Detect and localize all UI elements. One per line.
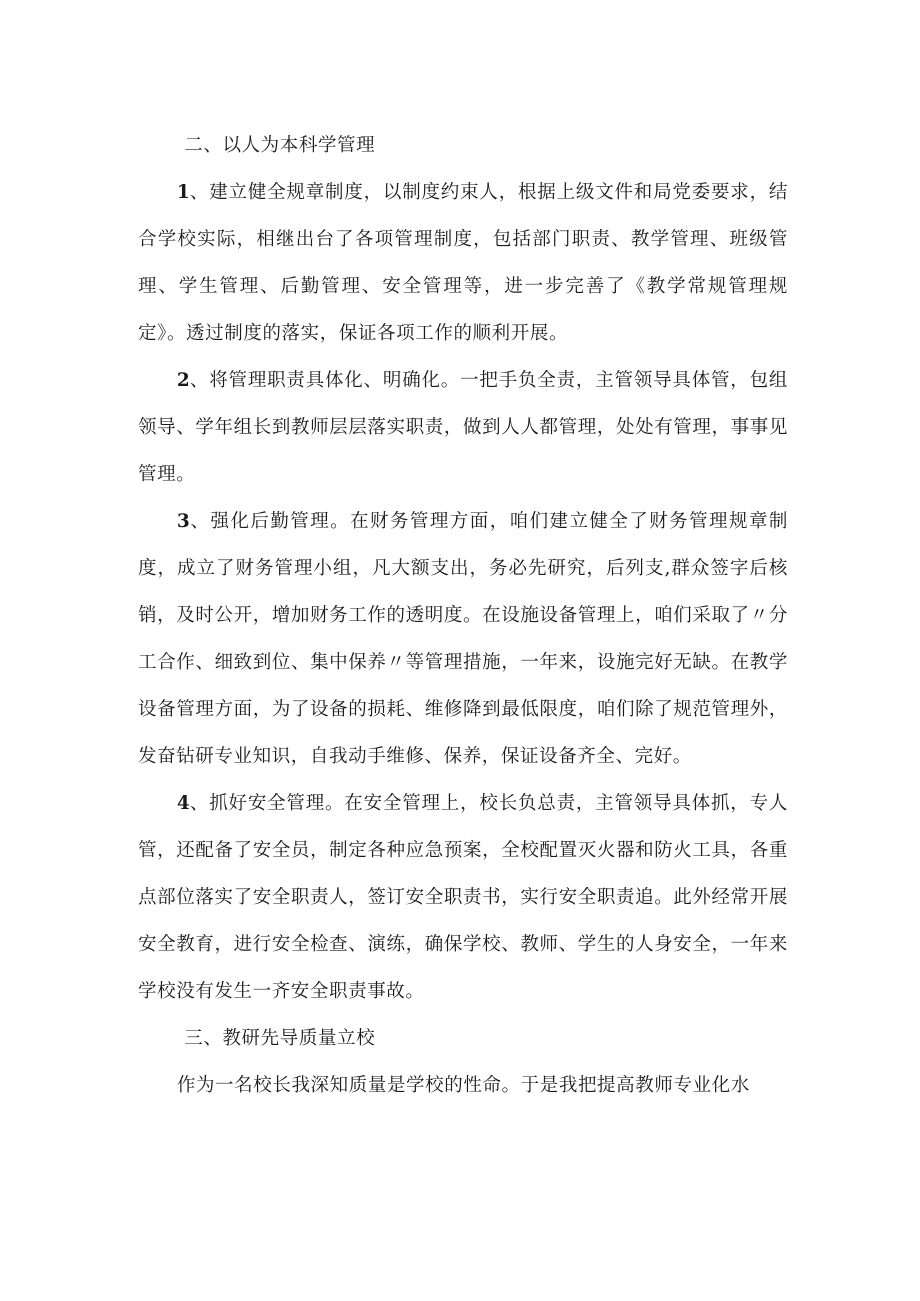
- paragraph-3-number: 3: [176, 511, 190, 532]
- paragraph-4-number: 4: [176, 793, 190, 814]
- paragraph-1-number: 1: [176, 182, 190, 203]
- paragraph-4: [138, 780, 788, 1015]
- paragraph-2: [138, 357, 788, 498]
- document-body: [138, 122, 788, 1109]
- paragraph-1-text: 、建立健全规章制度，以制度约束人，根据上级文件和局党委要求，结合学校实际，相继出台了各项管理制度，包括部门职责、教学管理、班级管理、学生管理、后勤管理、安全管理等，进一步完善了《教学常规管理规定》。透过制度的落实，保证各项工作的顺利开展。: [138, 182, 788, 344]
- paragraph-4-text: 、抓好安全管理。在安全管理上，校长负总责，主管领导具体抓，专人管，还配备了安全员，制定各种应急预案，全校配置灭火器和防火工具，各重点部位落实了安全职责人，签订安全职责书，实行安全职责追。此外经常开展安全教育，进行安全检查、演练，确保学校、教师、学生的人身安全，一年来学校没有发生一齐安全职责事故。: [138, 793, 788, 1002]
- section-heading-2: 二、以人为本科学管理: [184, 135, 376, 156]
- paragraph-2-number: 2: [176, 370, 190, 391]
- paragraph-1: [138, 169, 788, 357]
- section-heading-3: 三、教研先导质量立校: [184, 1028, 376, 1049]
- paragraph-3-text: 、强化后勤管理。在财务管理方面，咱们建立健全了财务管理规章制度，成立了财务管理小组，凡大额支出，务必先研究，后列支,群众签字后核销，及时公开，增加财务工作的透明度。在设施设备管理上，咱们采取了〃分工合作、细致到位、集中保养〃等管理措施，一年来，设施完好无缺。在教学设备管理方面，为了设备的损耗、维修降到最低限度，咱们除了规范管理外，发奋钻研专业知识，自我动手维修、保养，保证设备齐全、完好。: [138, 511, 788, 767]
- paragraph-5: 作为一名校长我深知质量是学校的性命。于是我把提高教师专业化水: [176, 1075, 750, 1096]
- paragraph-3: [138, 498, 788, 780]
- paragraph-2-text: 、将管理职责具体化、明确化。一把手负全责，主管领导具体管，包组领导、学年组长到教师层层落实职责，做到人人都管理，处处有管理，事事见管理。: [138, 370, 788, 485]
